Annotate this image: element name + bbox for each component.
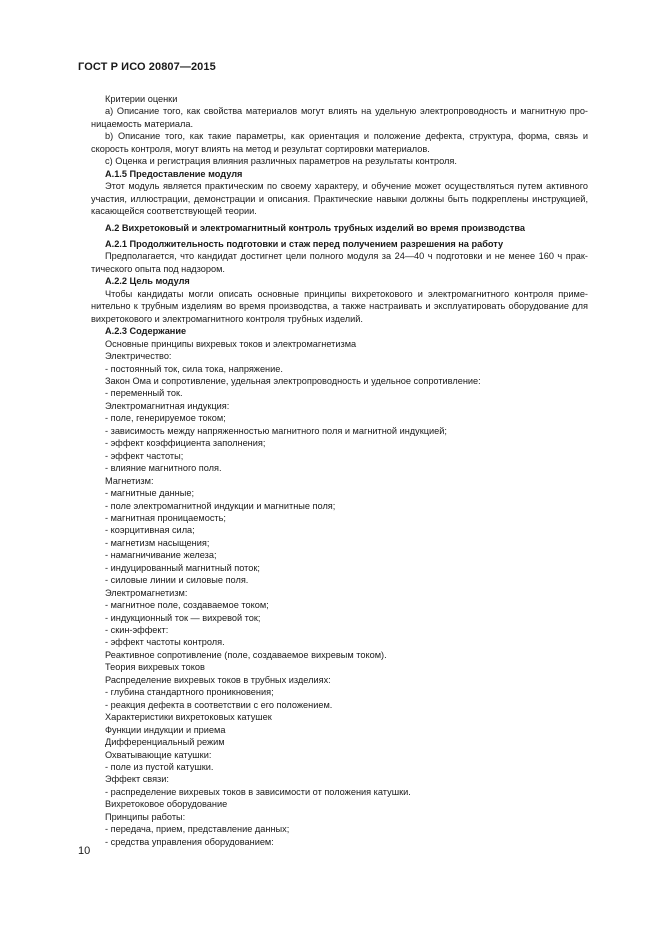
document-body bbox=[91, 93, 588, 848]
text-line: - магнетизм насыщения; bbox=[105, 537, 210, 548]
text-line: а) Описание того, как свойства материалов могут влиять на удельную электропроводность и магнитную про- bbox=[105, 106, 588, 117]
page-number: 10 bbox=[78, 845, 91, 857]
text-line: - реакция дефекта в соответствии с его положением. bbox=[105, 699, 333, 710]
text-line: Электромагнетизм: bbox=[105, 587, 188, 598]
text-line: Дифференциальный режим bbox=[105, 737, 225, 748]
text-line: - коэрцитивная сила; bbox=[105, 525, 195, 536]
text-line: Функции индукции и приема bbox=[105, 724, 226, 735]
text-line: А.2.3 Содержание bbox=[105, 326, 187, 337]
text-line: Этот модуль является практическим по своему характеру, и обучение может осуществляться путем активного bbox=[105, 181, 588, 192]
text-line: А.2 Вихретоковый и электромагнитный контроль трубных изделий во время производства bbox=[105, 222, 526, 233]
text-line: - магнитное поле, создаваемое током; bbox=[105, 600, 269, 611]
text-line: - передача, прием, представление данных; bbox=[105, 824, 290, 835]
text-line: - распределение вихревых токов в зависимости от положения катушки. bbox=[105, 786, 411, 797]
text-line: - глубина стандартного проникновения; bbox=[105, 687, 274, 698]
text-line: Чтобы кандидаты могли описать основные принципы вихретокового и электромагнитного контроля приме- bbox=[105, 288, 588, 299]
text-line: участия, иллюстрации, демонстрации и описания. Практические навыки должны быть подкреплены инструкцией, bbox=[91, 193, 588, 204]
text-line: Критерии оценки bbox=[105, 94, 178, 104]
text-line: Электричество: bbox=[105, 351, 172, 362]
text-line: Закон Ома и сопротивление, удельная электропроводность и удельное сопротивление: bbox=[105, 375, 481, 386]
text-line: - намагничивание железа; bbox=[105, 550, 217, 561]
text-line: Вихретоковое оборудование bbox=[105, 799, 228, 810]
text-line: вихретокового и электромагнитного контроля трубных изделий. bbox=[91, 313, 363, 324]
text-line: - магнитные данные; bbox=[105, 488, 195, 499]
text-line: - эффект частоты контроля. bbox=[105, 637, 225, 648]
text-line: ницаемость материала. bbox=[91, 118, 194, 129]
text-line: А.1.5 Предоставление модуля bbox=[105, 168, 243, 179]
text-line: Принципы работы: bbox=[105, 811, 186, 822]
text-line: - эффект коэффициента заполнения; bbox=[105, 438, 266, 449]
text-line: Основные принципы вихревых токов и электромагнетизма bbox=[105, 338, 357, 349]
text-line: - поле, генерируемое током; bbox=[105, 413, 226, 424]
text-line: - скин-эффект: bbox=[105, 625, 169, 636]
text-line: Эффект связи: bbox=[105, 774, 169, 785]
text-line: - поле из пустой катушки. bbox=[105, 762, 214, 773]
text-line: - силовые линии и силовые поля. bbox=[105, 575, 249, 586]
text-line: - эффект частоты; bbox=[105, 450, 184, 461]
text-line: скорость контроля, могут влиять на метод и результат сортировки материалов. bbox=[91, 143, 430, 154]
text-line: Охватывающие катушки: bbox=[105, 749, 212, 760]
text-line: нительно к трубным изделиям во время производства, а также настраивать и эксплуатировать оборудование для bbox=[91, 301, 588, 312]
text-line: - средства управления оборудованием: bbox=[105, 836, 274, 847]
text-line: b) Описание того, как такие параметры, как ориентация и положение дефекта, структура, форма, связь и bbox=[105, 131, 588, 142]
text-line: - влияние магнитного поля. bbox=[105, 463, 222, 474]
text-line: Распределение вихревых токов в трубных изделиях: bbox=[105, 674, 331, 685]
text-line: с) Оценка и регистрация влияния различных параметров на результаты контроля. bbox=[105, 156, 457, 167]
text-line: Магнетизм: bbox=[105, 475, 154, 486]
text-line: - постоянный ток, сила тока, напряжение. bbox=[105, 363, 283, 374]
text-line: - переменный ток. bbox=[105, 388, 183, 399]
text-line: - зависимость между напряженностью магнитного поля и магнитной индукцией; bbox=[105, 425, 447, 436]
text-line: тического опыта под надзором. bbox=[91, 263, 225, 274]
text-line: Характеристики вихретоковых катушек bbox=[105, 712, 272, 723]
text-line: А.2.2 Цель модуля bbox=[105, 276, 190, 287]
text-line: - магнитная проницаемость; bbox=[105, 512, 226, 523]
text-line: Предполагается, что кандидат достигнет цели полного модуля за 24—40 ч подготовки и не менее 160 ч прак- bbox=[105, 251, 588, 262]
text-line: - индукционный ток — вихревой ток; bbox=[105, 612, 261, 623]
document-header: ГОСТ Р ИСО 20807—2015 bbox=[78, 61, 216, 73]
text-line: Электромагнитная индукция: bbox=[105, 400, 230, 411]
text-line: касающейся соответствующей теории. bbox=[91, 206, 257, 217]
text-line: - поле электромагнитной индукции и магнитные поля; bbox=[105, 500, 336, 511]
text-line: Реактивное сопротивление (поле, создаваемое вихревым током). bbox=[105, 649, 387, 660]
text-line: А.2.1 Продолжительность подготовки и стаж перед получением разрешения на работу bbox=[105, 238, 504, 249]
text-line: Теория вихревых токов bbox=[105, 662, 205, 673]
text-line: - индуцированный магнитный поток; bbox=[105, 562, 260, 573]
